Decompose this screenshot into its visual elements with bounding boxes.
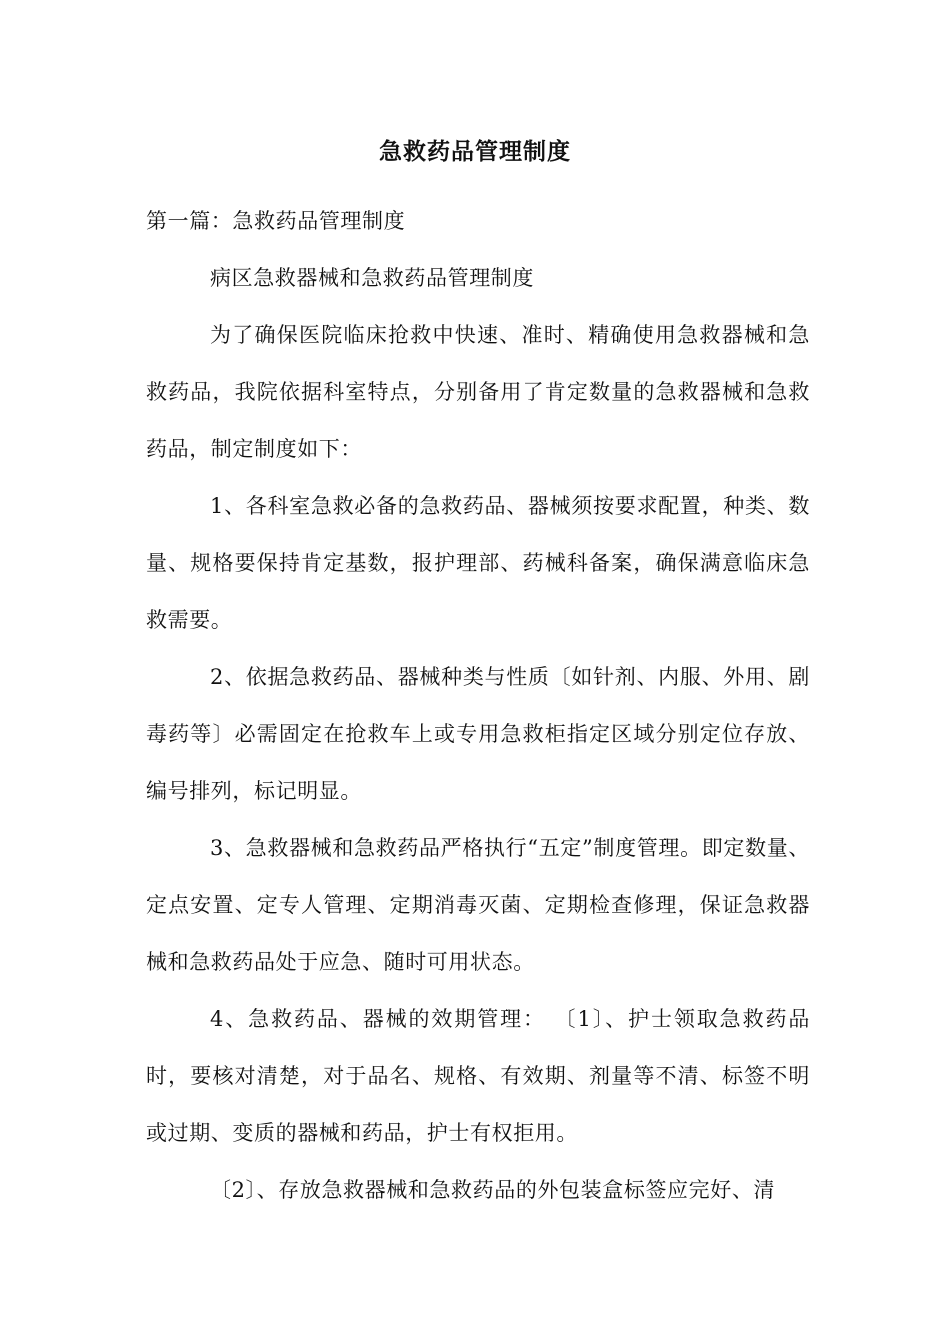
rule-paragraph-4: 4、急救药品、器械的效期管理： 〔1〕、护士领取急救药品时，要核对清楚，对于品名、规格、有效期、剂量等不清、标签不明或过期、变质的器械和药品，护士有权拒用。	[146, 1007, 810, 1145]
rule-paragraph-4-2: 〔2〕、存放急救器械和急救药品的外包装盒标签应完好、清	[210, 1178, 776, 1202]
intro-paragraph: 为了确保医院临床抢救中快速、准时、精确使用急救器械和急救药品，我院依据科室特点，分别备用了肯定数量的急救器械和急救药品，制定制度如下：	[146, 323, 810, 461]
rule-paragraph-3: 3、急救器械和急救药品严格执行“五定”制度管理。即定数量、定点安置、定专人管理、定期消毒灭菌、定期检查修理，保证急救器械和急救药品处于应急、随时可用状态。	[146, 836, 810, 974]
rule-paragraph-2: 2、依据急救药品、器械种类与性质〔如针剂、内服、外用、剧毒药等〕必需固定在抢救车上或专用急救柜指定区域分别定位存放、编号排列，标记明显。	[146, 665, 810, 803]
document-body	[146, 193, 810, 1219]
rule-paragraph-1: 1、各科室急救必备的急救药品、器械须按要求配置，种类、数量、规格要保持肯定基数，报护理部、药械科备案，确保满意临床急救需要。	[146, 494, 810, 632]
section-heading: 第一篇：急救药品管理制度	[146, 209, 406, 233]
document-title: 急救药品管理制度	[379, 139, 571, 165]
subsection-heading: 病区急救器械和急救药品管理制度	[210, 266, 534, 290]
